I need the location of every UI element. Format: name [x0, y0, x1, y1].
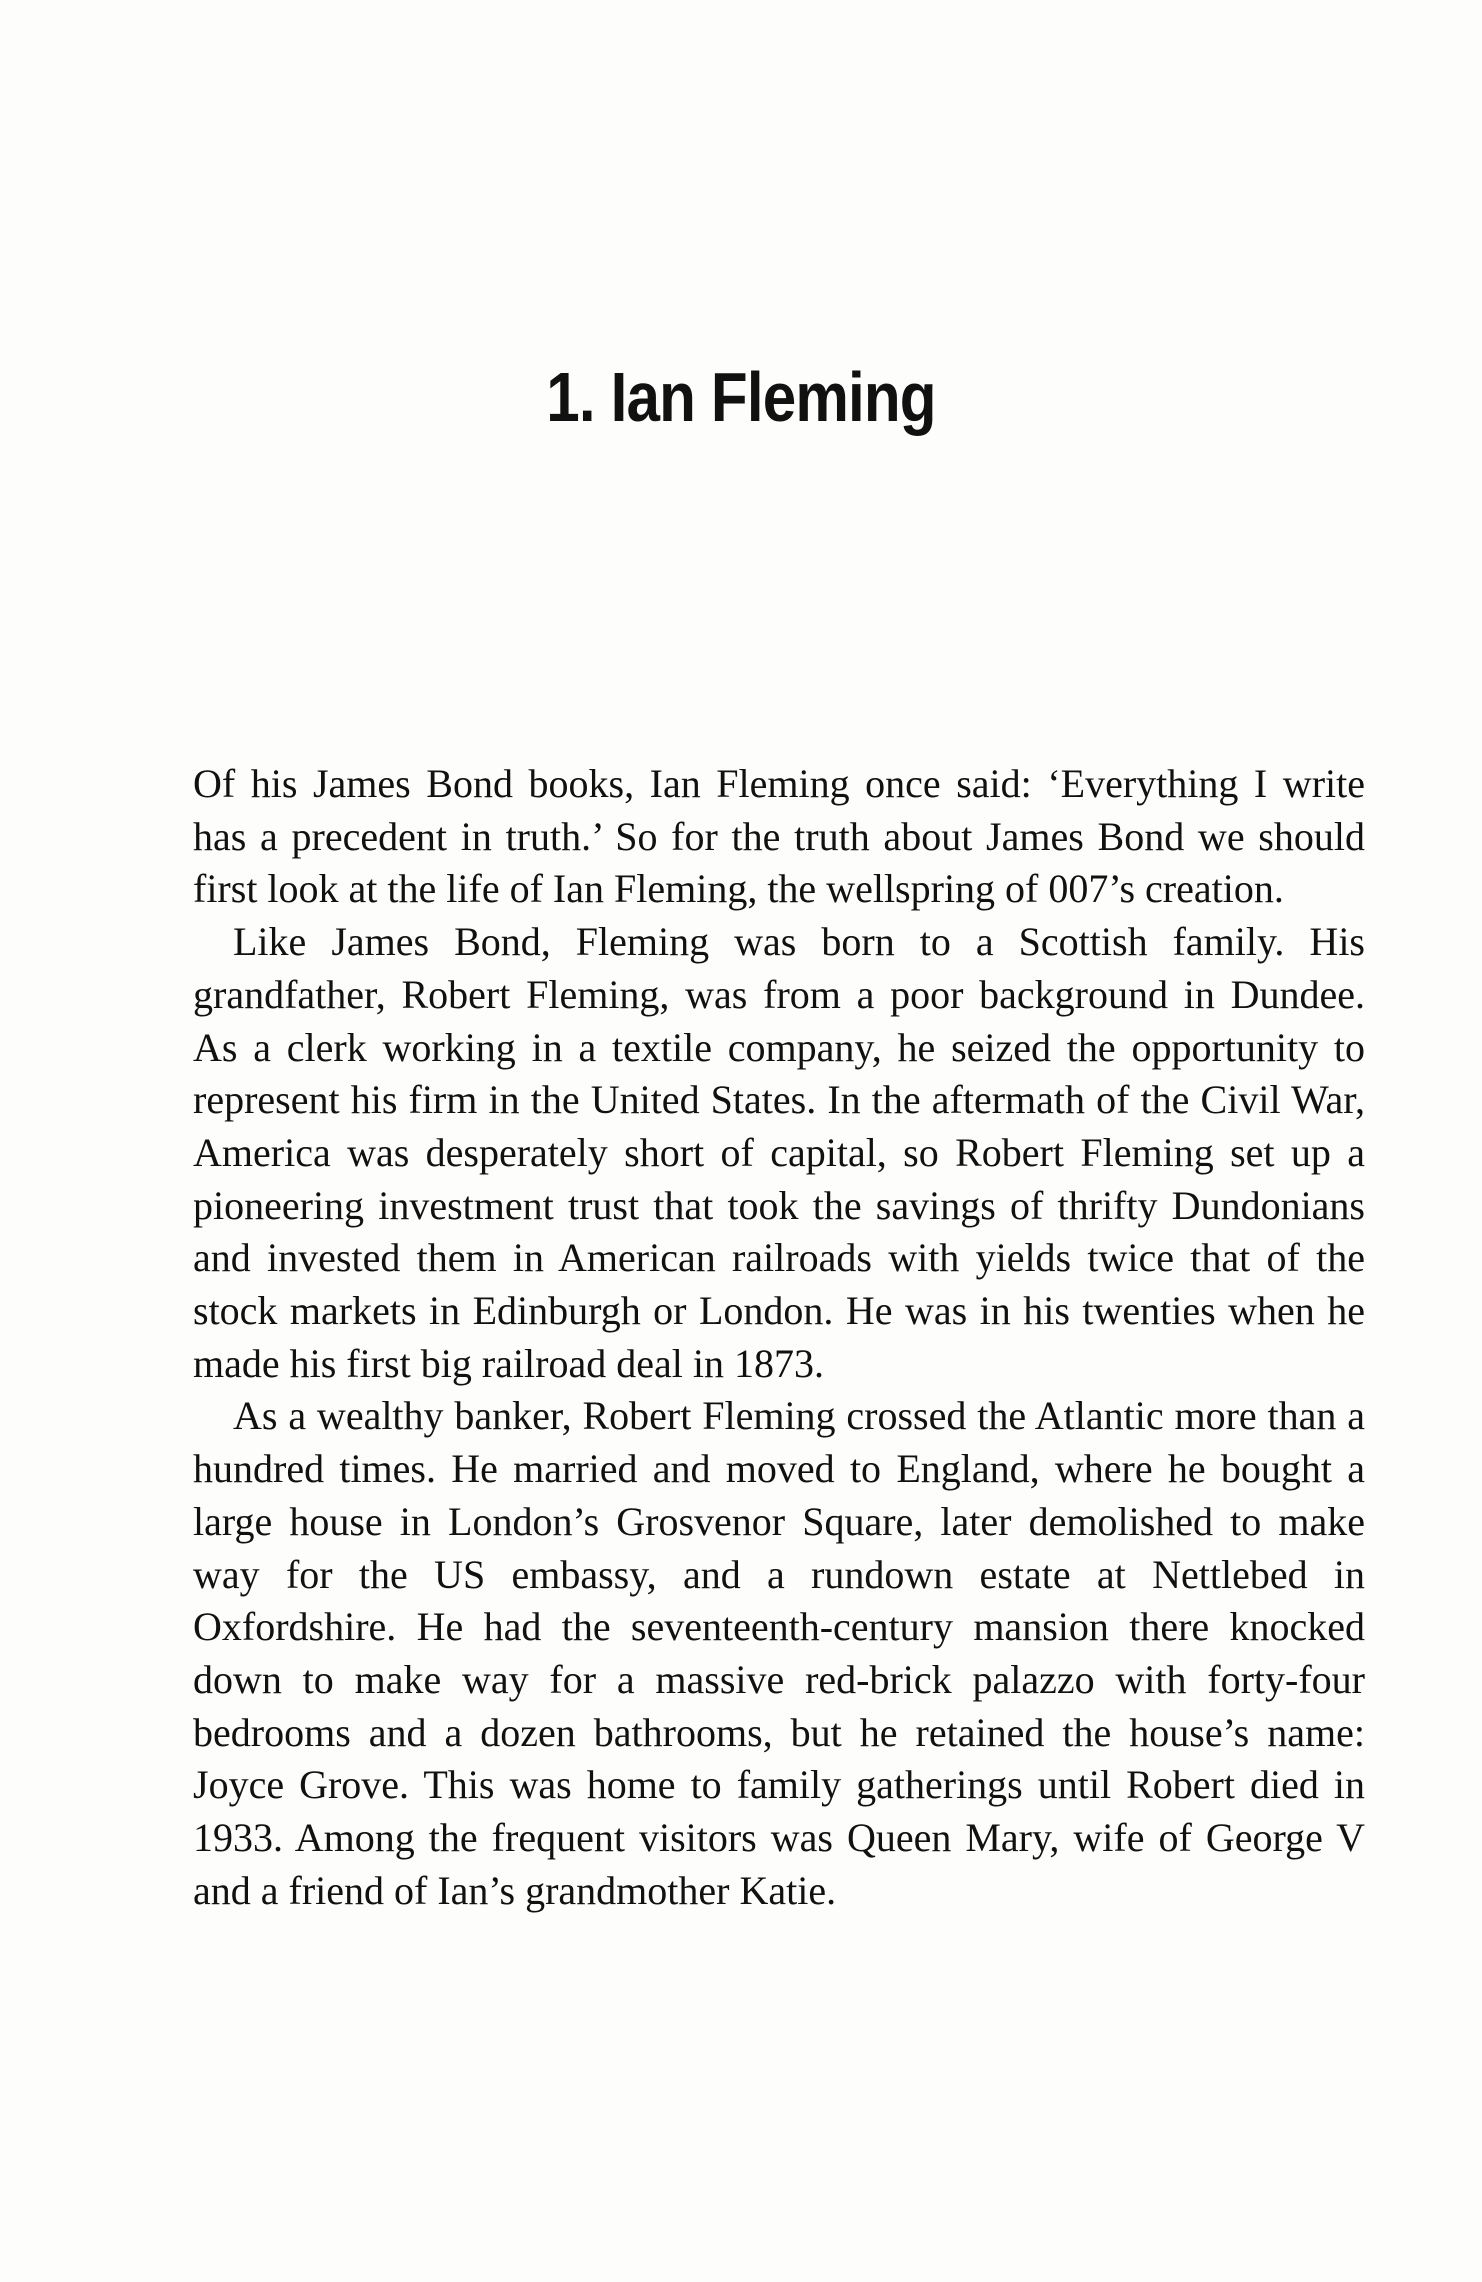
paragraph-2: Like James Bond, Fleming was born to a Scottish family. His grandfather, Robert Fleming, was from a poor background in Dundee. As a clerk working in a textile company, he seized the opportunity to represent his firm in the United States. In the aftermath of the Civil War, America was desperately short of capital, so Robert Fleming set up a pioneering investment trust that took the savings of thrifty Dundonians and invested them in American railroads with yields twice that of the stock markets in Edinburgh or London. He was in his twenties when he made his first big railroad deal in 1873. [193, 919, 1365, 1386]
paragraph-3: As a wealthy banker, Robert Fleming crossed the Atlantic more than a hundred times. He married and moved to England, where he bought a large house in London’s Grosvenor Square, later demolished to make way for the US embassy, and a rundown estate at Nettlebed in Oxfordshire. He had the seventeenth-century mansion there knocked down to make way for a massive red-brick palazzo with forty-four bedrooms and a dozen bathrooms, but he retained the house’s name: Joyce Grove. This was home to family gatherings until Robert died in 1933. Among the frequent visitors was Queen Mary, wife of George V and a friend of Ian’s grandmother Katie. [193, 1393, 1365, 1913]
chapter-body [193, 758, 1365, 1917]
chapter-title: 1. Ian Fleming [546, 358, 936, 436]
paragraph-1: Of his James Bond books, Ian Fleming once said: ‘Everything I write has a precedent in truth.’ So for the truth about James Bond we should first look at the life of Ian Fleming, the wellspring of 007’s creation. [193, 761, 1365, 912]
